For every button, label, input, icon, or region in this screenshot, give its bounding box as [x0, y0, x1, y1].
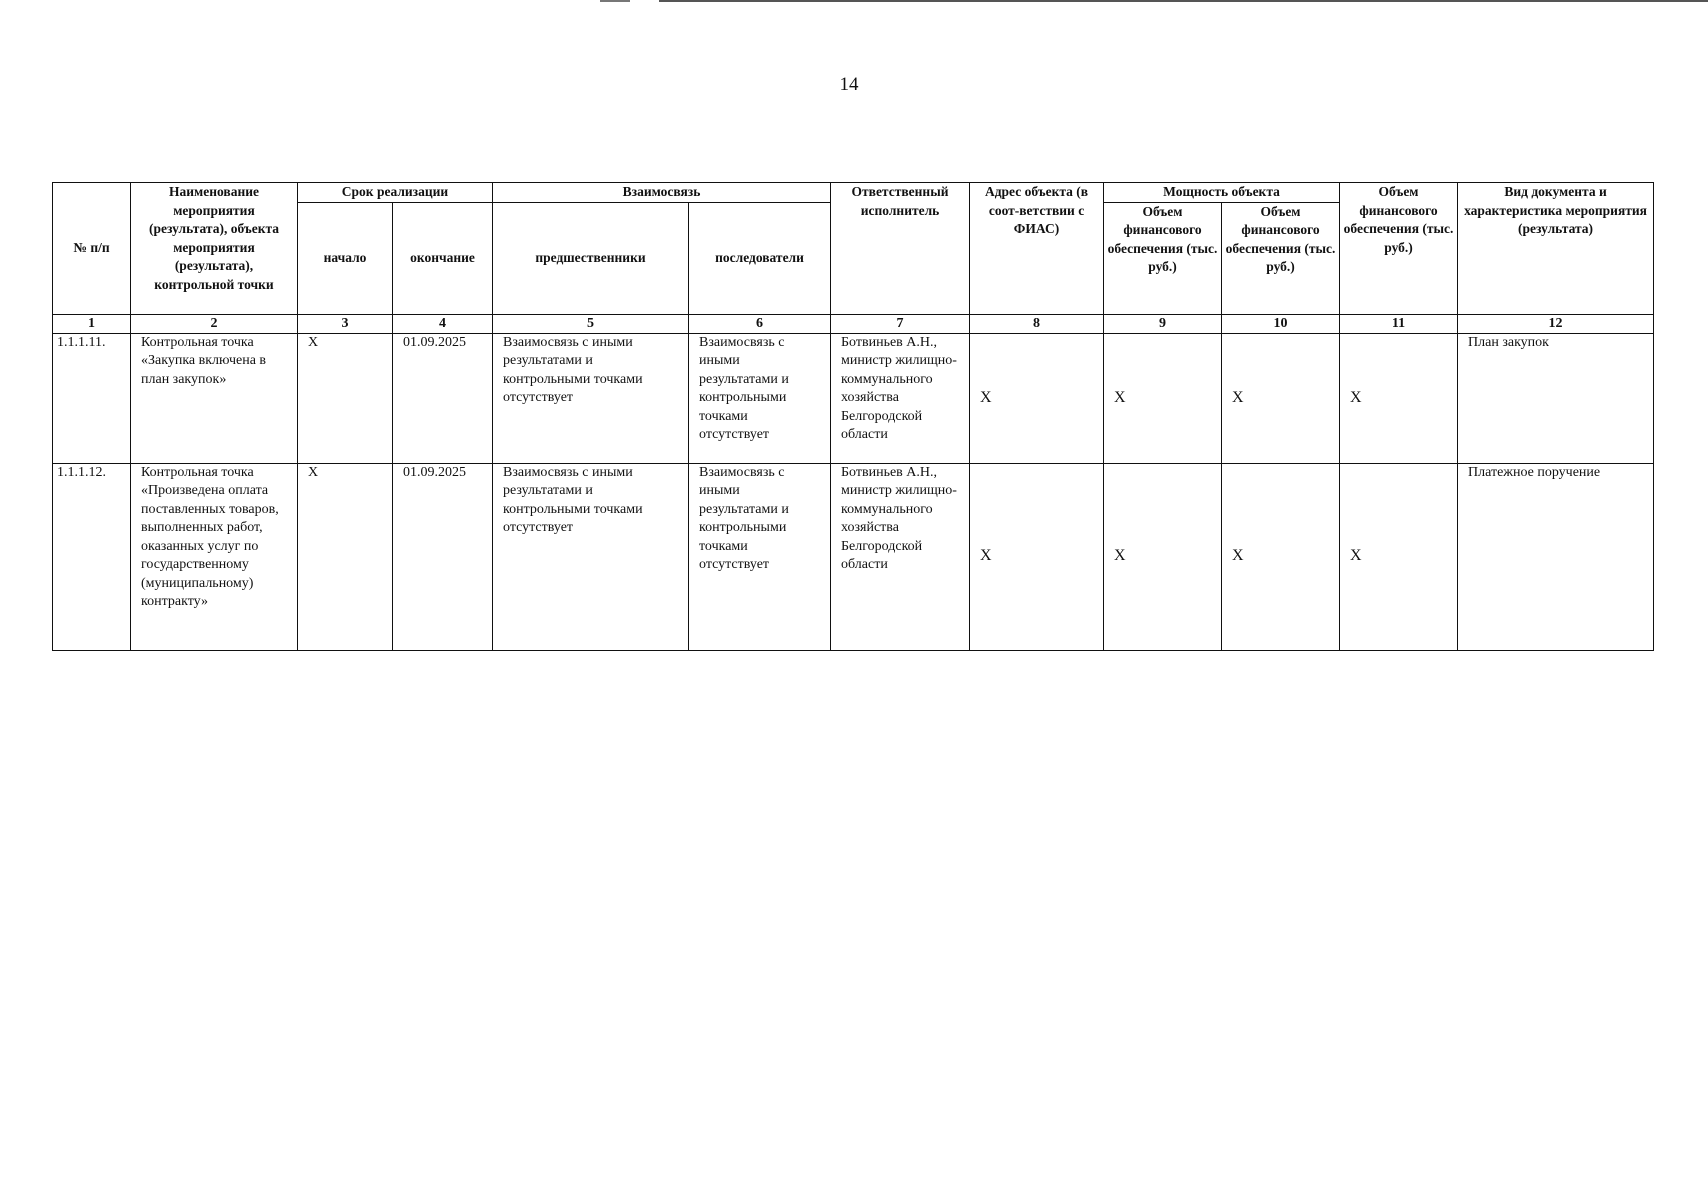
column-number: 4: [393, 314, 493, 333]
row-address: X: [970, 333, 1104, 463]
row-finance: X: [1340, 333, 1458, 463]
plan-table: [52, 182, 1654, 651]
header-term-end: окончание: [393, 202, 493, 314]
row-capacity-b: X: [1222, 463, 1340, 650]
column-number: 12: [1458, 314, 1654, 333]
header-successors: последователи: [689, 202, 831, 314]
header-row: [53, 183, 1654, 203]
header-capacity: Мощность объекта: [1104, 183, 1340, 203]
row-name: Контрольная точка «Произведена оплата поставленных товаров, выполненных работ, оказанных услуг по государственному (муниципальному) контракту»: [131, 463, 298, 650]
row-responsible: Ботвиньев А.Н., министр жилищно-коммунального хозяйства Белгородской области: [831, 463, 970, 650]
row-end: 01.09.2025: [393, 463, 493, 650]
column-number: 5: [493, 314, 689, 333]
row-predecessors: Взаимосвязь с иными результатами и контрольными точками отсутствует: [493, 463, 689, 650]
column-number: 3: [298, 314, 393, 333]
row-successors: Взаимосвязь с иными результатами и контрольными точками отсутствует: [689, 463, 831, 650]
column-number: 7: [831, 314, 970, 333]
column-number: 2: [131, 314, 298, 333]
header-predecessors: предшественники: [493, 202, 689, 314]
row-end: 01.09.2025: [393, 333, 493, 463]
column-number: 8: [970, 314, 1104, 333]
header-address: Адрес объекта (в соот-ветствии с ФИАС): [970, 183, 1104, 315]
row-doc-type: Платежное поручение: [1458, 463, 1654, 650]
header-capacity-a: Объем финансового обеспечения (тыс. руб.): [1104, 202, 1222, 314]
row-predecessors: Взаимосвязь с иными результатами и контрольными точками отсутствует: [493, 333, 689, 463]
row-capacity-a: X: [1104, 463, 1222, 650]
column-number: 10: [1222, 314, 1340, 333]
column-number: 9: [1104, 314, 1222, 333]
header-finance: Объем финансового обеспечения (тыс. руб.): [1340, 183, 1458, 315]
row-successors: Взаимосвязь с иными результатами и контрольными точками отсутствует: [689, 333, 831, 463]
page-number: 14: [839, 74, 859, 95]
header-num: № п/п: [53, 183, 131, 315]
row-name: Контрольная точка «Закупка включена в план закупок»: [131, 333, 298, 463]
row-capacity-b: X: [1222, 333, 1340, 463]
header-capacity-b: Объем финансового обеспечения (тыс. руб.): [1222, 202, 1340, 314]
column-numbers-row: [53, 314, 1654, 333]
row-capacity-a: X: [1104, 333, 1222, 463]
column-number: 6: [689, 314, 831, 333]
row-start: X: [298, 463, 393, 650]
scan-artifact-line: [600, 0, 630, 2]
table-row: [53, 463, 1654, 650]
header-name: Наименование мероприятия (результата), объекта мероприятия (результата), контрольной точки: [131, 183, 298, 315]
row-address: X: [970, 463, 1104, 650]
header-doc-type: Вид документа и характеристика мероприятия (результата): [1458, 183, 1654, 315]
table-row: [53, 333, 1654, 463]
header-responsible: Ответственный исполнитель: [831, 183, 970, 315]
row-num: 1.1.1.12.: [53, 463, 131, 650]
header-term-start: начало: [298, 202, 393, 314]
row-start: X: [298, 333, 393, 463]
scan-artifact-line: [659, 0, 1708, 2]
column-number: 11: [1340, 314, 1458, 333]
row-num: 1.1.1.11.: [53, 333, 131, 463]
row-finance: X: [1340, 463, 1458, 650]
row-responsible: Ботвиньев А.Н., министр жилищно-коммунального хозяйства Белгородской области: [831, 333, 970, 463]
column-number: 1: [53, 314, 131, 333]
header-term: Срок реализации: [298, 183, 493, 203]
row-doc-type: План закупок: [1458, 333, 1654, 463]
header-relation: Взаимосвязь: [493, 183, 831, 203]
